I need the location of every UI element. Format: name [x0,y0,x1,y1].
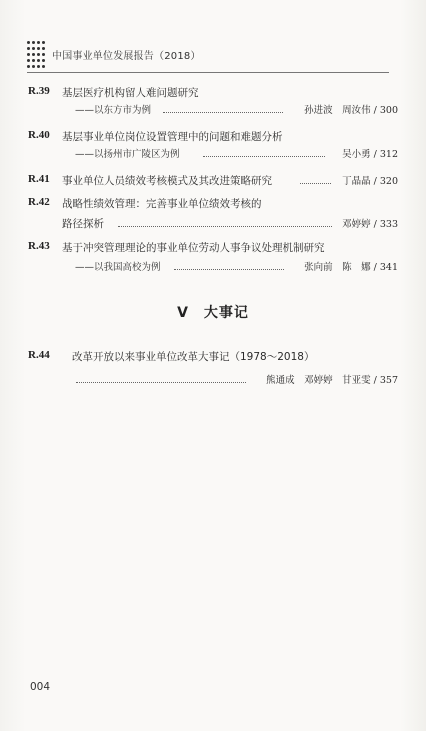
toc-entry-r40[interactable] [0,129,426,165]
dot-leader [163,112,283,113]
entry-author-page: 熊通成 邓婷婷 甘亚雯 / 357 [266,375,398,386]
dot-leader [300,183,331,184]
entry-author-page: 丁晶晶 / 320 [342,176,398,187]
entry-number: R.42 [28,196,50,208]
entry-author-page: 张向前 陈 娜 / 341 [304,262,398,273]
entry-subtitle: ——以我国高校为例 [75,262,161,273]
entry-title: 战略性绩效管理：完善事业单位绩效考核的 [62,198,262,210]
entry-number: R.44 [28,349,50,361]
entry-subtitle: ——以扬州市广陵区为例 [75,149,180,160]
toc-entry-r42[interactable] [0,196,426,234]
toc-entry-r41[interactable] [0,173,426,191]
header-dot-grid-icon [27,41,47,68]
entry-number: R.40 [28,129,50,141]
toc-entry-r43[interactable] [0,240,426,276]
entry-title: 事业单位人员绩效考核模式及其改进策略研究 [62,175,272,187]
entry-author-page: 邓婷婷 / 333 [342,219,398,230]
toc-entry-r44[interactable] [0,349,426,389]
page-number: 004 [30,681,51,693]
entry-title-line2: 路径探析 [62,218,104,230]
dot-leader [76,382,246,383]
running-header-title: 中国事业单位发展报告（2018） [52,51,201,62]
header-divider [27,72,389,73]
entry-author-page: 孙进波 周汝伟 / 300 [304,105,398,116]
section-heading: Ⅴ 大事记 [177,305,249,321]
entry-number: R.39 [28,85,50,97]
entry-title: 基层事业单位岗位设置管理中的问题和难题分析 [62,131,283,143]
toc-entry-r39[interactable] [0,85,426,121]
dot-leader [174,269,284,270]
entry-number: R.41 [28,173,50,185]
entry-title: 改革开放以来事业单位改革大事记（1978～2018） [72,351,315,363]
dot-leader [118,226,332,227]
dot-leader [203,156,325,157]
entry-title: 基于冲突管理理论的事业单位劳动人事争议处理机制研究 [62,242,325,254]
entry-title: 基层医疗机构留人难问题研究 [62,87,199,99]
entry-number: R.43 [28,240,50,252]
entry-author-page: 吴小勇 / 312 [342,149,398,160]
entry-subtitle: ——以东方市为例 [75,105,152,116]
